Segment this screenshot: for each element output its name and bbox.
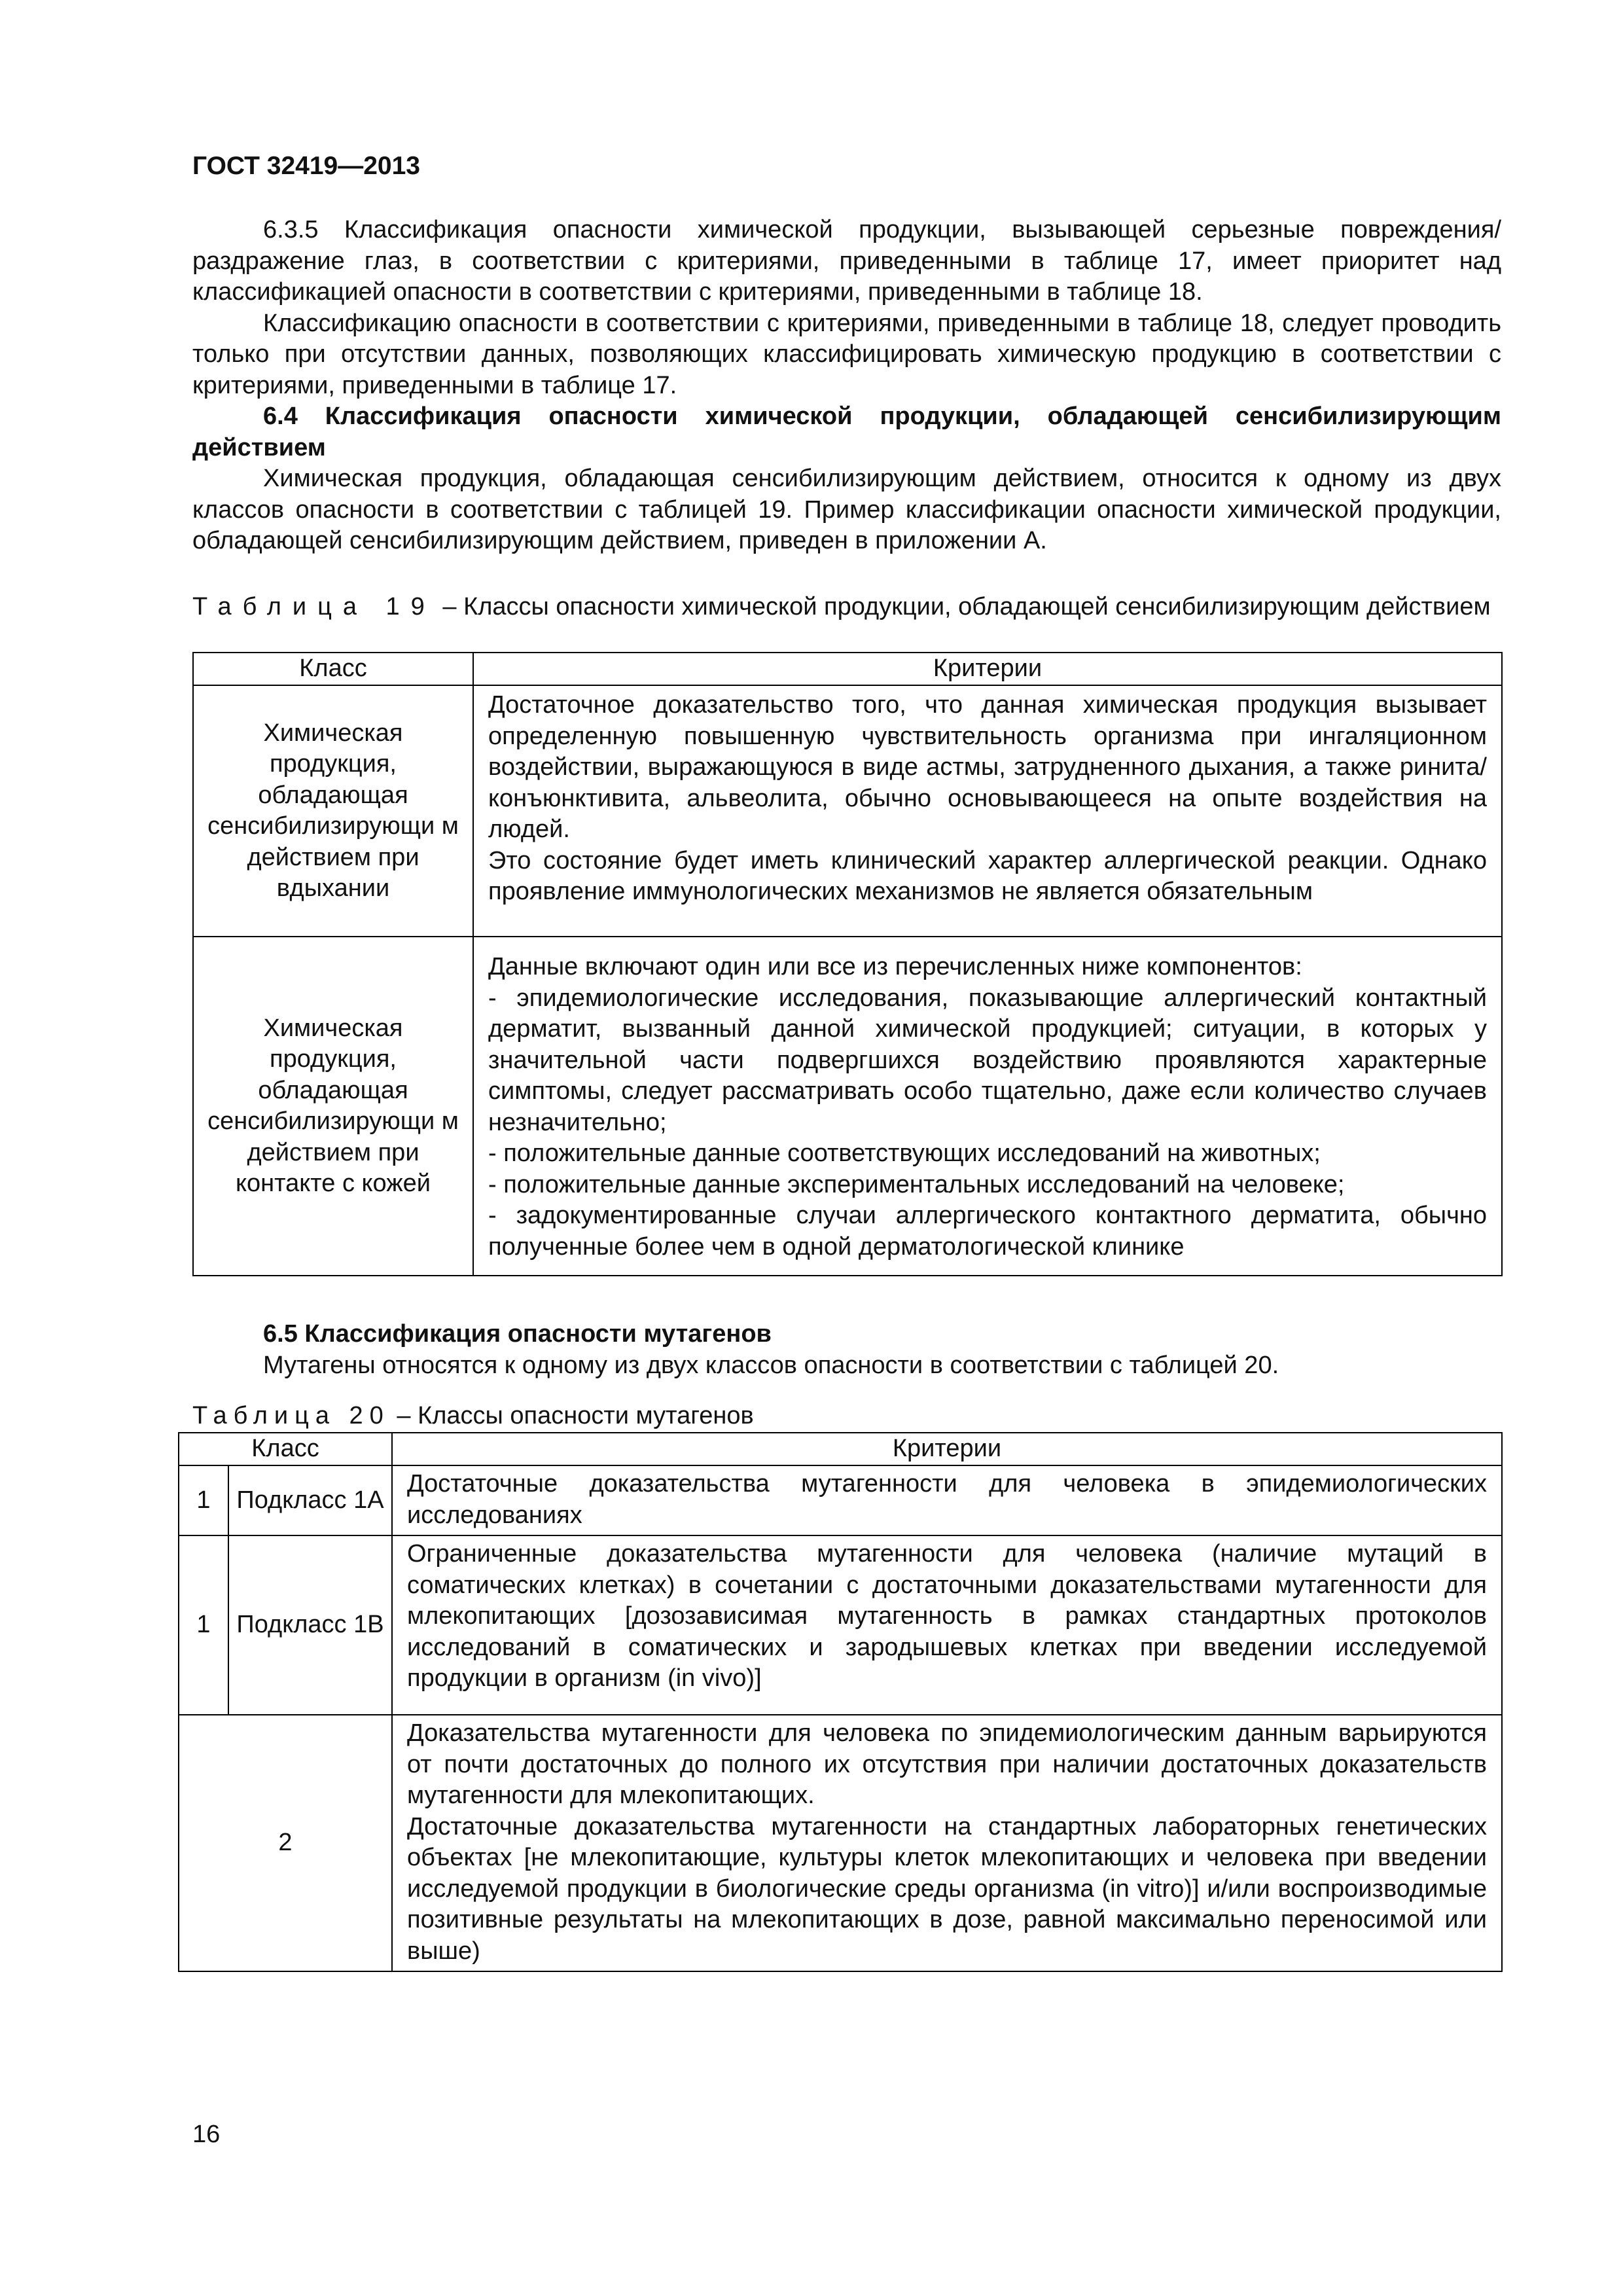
table-row [193,685,1502,937]
criteria-text: Это состояние будет иметь клинический характер аллергической реакции. Однако проявление иммунологических механизмов не является обязательным [488,846,1487,905]
paragraph-sensitizing: Химическая продукция, обладающая сенсибилизирующим действием, относится к одному из двух классов опасности в соответствии с таблицей 19. Пример классификации опасности химической продукции, обладающей сенсибилизирующим действием, приведен в приложении А. [192,465,1501,554]
table19-class-skin: Химическая продукция, обладающая сенсибилизирующи м действием при контакте с кожей [193,937,473,1276]
table19-criteria-skin [473,937,1502,1276]
table20-header-class: Класс [179,1433,392,1465]
criteria-text: Достаточное доказательство того, что данная химическая продукция вызывает определенную повышенную чувствительность организма при ингаляционном воздействии, выражающуюся в виде астмы, затрудненного дыхания, а также ринита/конъюнктивита, альвеолита, обычно основывающееся на опыте воздействия на людей. [488,691,1487,843]
criteria-text: Доказательства мутагенности для человека по эпидемиологическим данным варьируются от почти достаточных до полного их отсутствия при наличии достаточных доказательств мутагенности для млекопитающих. [407,1719,1487,1809]
criteria-intro: Данные включают один или все из перечисленных ниже компонентов: [488,953,1302,980]
table-row [193,653,1502,685]
section-heading-6-5: 6.5 Классификация опасности мутагенов [263,1320,772,1348]
list-item: - задокументированные случаи аллергического контактного дерматита, обычно полученные более чем в одной дерматологической клинике [488,1202,1487,1261]
table19-caption-text: – Классы опасности химической продукции, обладающей сенсибилизирующим действием [435,593,1491,620]
table-row [193,937,1502,1276]
table20-header-criteria: Критерии [392,1433,1502,1465]
paragraph-6-3-5: 6.3.5 Классификация опасности химической продукции, вызывающей серьезные повреждения/раздражение глаз, в соответствии с критериями, приведенными в таблице 17, имеет приоритет над классификацией опасности в соответствии с критериями, приведенными в таблице 18. [192,216,1501,306]
section-heading-6-4: 6.4 Классификация опасности химической продукции, обладающей сенсибилизирующим действием [192,403,1501,461]
paragraph-classification-note: Классификацию опасности в соответствии с критериями, приведенными в таблице 18, следует проводить только при отсутствии данных, позволяющих классифицировать химическую продукцию в соответствии с критериями, приведенными в таблице 17. [192,309,1501,399]
table20-class-number: 2 [179,1715,392,1971]
table-19 [192,652,1503,1276]
table20-criteria [392,1715,1502,1971]
table20-class-number: 1 [179,1535,228,1715]
table20-criteria: Достаточные доказательства мутагенности для человека в эпидемиологических исследованиях [392,1465,1502,1535]
section-6-5 [192,1319,1501,1381]
document-header: ГОСТ 32419—2013 [192,152,420,180]
table20-caption [192,1401,1109,1431]
table-20 [178,1432,1503,1972]
table20-caption-text: – Классы опасности мутагенов [389,1402,754,1429]
list-item: - эпидемиологические исследования, показывающие аллергический контактный дерматит, вызванный данной химической продукцией; ситуации, в которых у значительной части подвергшихся воздействию проявляются характерные симптомы, следует рассматривать особо тщательно, даже если количество случаев незначительно; [488,984,1487,1136]
table19-criteria-inhalation [473,685,1502,937]
table20-label: Таблица 20 [192,1402,390,1429]
table20-subclass: Подкласс 1В [228,1535,392,1715]
table20-class-number: 1 [179,1465,228,1535]
section-6-3-6-4 [192,215,1501,557]
list-item: - положительные данные экспериментальных исследований на человеке; [488,1170,1345,1198]
table20-criteria: Ограниченные доказательства мутагенности для человека (наличие мутаций в соматических клетках) в сочетании с достаточными доказательствами мутагенности для млекопитающих [дозозависимая мутагенность в рамках стандартных протоколов исследований в соматических и зародышевых клетках при введении исследуемой продукции в организм (in vivo)] [392,1535,1502,1715]
paragraph-mutagens: Мутагены относятся к одному из двух классов опасности в соответствии с таблицей 20. [263,1351,1279,1379]
table19-header-criteria: Критерии [473,653,1502,685]
table-row [179,1715,1502,1971]
table-row [179,1465,1502,1535]
table-row [179,1535,1502,1715]
table19-class-inhalation: Химическая продукция, обладающая сенсибилизирующи м действием при вдыхании [193,685,473,937]
criteria-text: Достаточные доказательства мутагенности на стандартных лабораторных генетических объектах [не млекопитающие, культуры клеток млекопитающих и человека при введении исследуемой продукции в биологические среды организма (in vitro)] и/или воспроизводимые позитивные результаты на млекопитающих в дозе, равной максимально переносимой или выше) [407,1812,1487,1965]
table19-caption [192,592,1501,622]
table20-subclass: Подкласс 1А [228,1465,392,1535]
page-number: 16 [192,2121,221,2148]
list-item: - положительные данные соответствующих исследований на животных; [488,1139,1321,1167]
table19-header-class: Класс [193,653,473,685]
table-row [179,1433,1502,1465]
table19-label: Таблица 19 [192,593,436,620]
